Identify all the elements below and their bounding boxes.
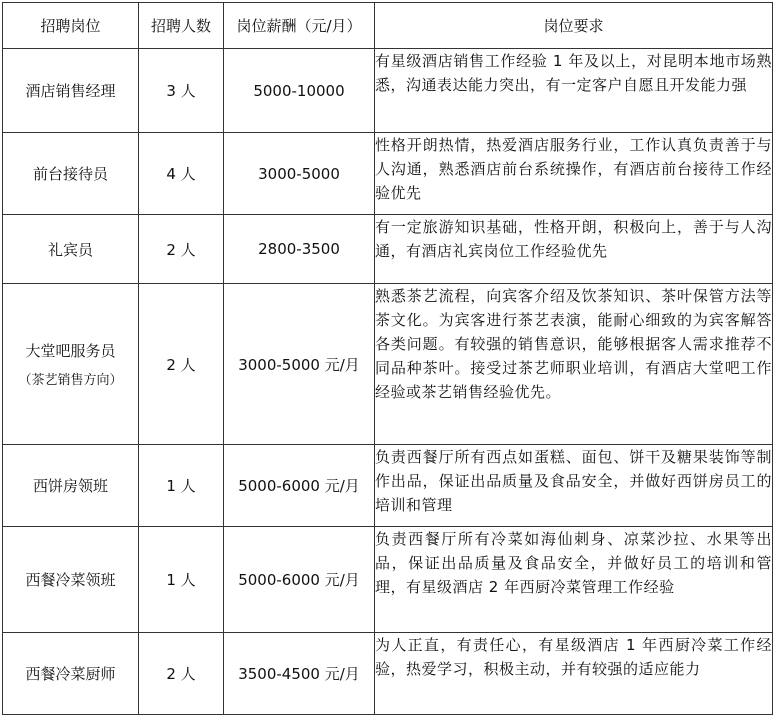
recruitment-table	[2, 2, 773, 715]
cell-count: 3 人	[139, 49, 224, 133]
position-title: 大堂吧服务员	[25, 342, 116, 360]
cell-count: 2 人	[139, 284, 224, 445]
cell-count: 2 人	[139, 215, 224, 284]
cell-count: 2 人	[139, 633, 224, 715]
cell-requirement: 负责西餐厅所有冷菜如海仙刺身、凉菜沙拉、水果等出品，保证出品质量及食品安全，并做好员工的培训和管理，有星级酒店 2 年西厨冷菜管理工作经验	[375, 527, 773, 633]
cell-position	[3, 284, 139, 445]
cell-salary: 3500-4500 元/月	[224, 633, 375, 715]
table-row	[3, 445, 773, 527]
table-row	[3, 133, 773, 215]
cell-requirement: 熟悉茶艺流程，向宾客介绍及饮茶知识、茶叶保管方法等茶文化。为宾客进行茶艺表演，能耐心细致的为宾客解答各类问题。有较强的销售意识，能够根据客人需求推荐不同品种茶叶。接受过茶艺师职业培训，有酒店大堂吧工作经验或茶艺销售经验优先。	[375, 284, 773, 445]
cell-requirement: 性格开朗热情，热爱酒店服务行业，工作认真负责善于与人沟通，熟悉酒店前台系统操作，有酒店前台接待工作经验优先	[375, 133, 773, 215]
cell-salary: 3000-5000	[224, 133, 375, 215]
table-row	[3, 215, 773, 284]
table-row	[3, 633, 773, 715]
header-salary: 岗位薪酬（元/月）	[224, 3, 375, 49]
cell-salary: 5000-6000 元/月	[224, 445, 375, 527]
table-header-row	[3, 3, 773, 49]
cell-position: 西餐冷菜厨师	[3, 633, 139, 715]
cell-salary: 5000-6000 元/月	[224, 527, 375, 633]
table-row	[3, 49, 773, 133]
cell-salary: 3000-5000 元/月	[224, 284, 375, 445]
table-row	[3, 284, 773, 445]
header-position: 招聘岗位	[3, 3, 139, 49]
cell-count: 1 人	[139, 445, 224, 527]
position-note: （茶艺销售方向）	[18, 373, 123, 388]
cell-position: 西餐冷菜领班	[3, 527, 139, 633]
cell-position: 前台接待员	[3, 133, 139, 215]
table-row	[3, 527, 773, 633]
cell-position: 酒店销售经理	[3, 49, 139, 133]
cell-requirement: 为人正直，有责任心，有星级酒店 1 年西厨冷菜工作经验，热爱学习，积极主动，并有较强的适应能力	[375, 633, 773, 715]
cell-position: 西饼房领班	[3, 445, 139, 527]
cell-salary: 2800-3500	[224, 215, 375, 284]
cell-count: 4 人	[139, 133, 224, 215]
cell-requirement: 有星级酒店销售工作经验 1 年及以上，对昆明本地市场熟悉，沟通表达能力突出，有一定客户自愿且开发能力强	[375, 49, 773, 133]
cell-salary: 5000-10000	[224, 49, 375, 133]
cell-count: 1 人	[139, 527, 224, 633]
cell-position: 礼宾员	[3, 215, 139, 284]
cell-requirement: 有一定旅游知识基础，性格开朗，积极向上，善于与人沟通，有酒店礼宾岗位工作经验优先	[375, 215, 773, 284]
header-count: 招聘人数	[139, 3, 224, 49]
header-requirement: 岗位要求	[375, 3, 773, 49]
cell-requirement: 负责西餐厅所有西点如蛋糕、面包、饼干及糖果装饰等制作出品，保证出品质量及食品安全，并做好西饼房员工的培训和管理	[375, 445, 773, 527]
